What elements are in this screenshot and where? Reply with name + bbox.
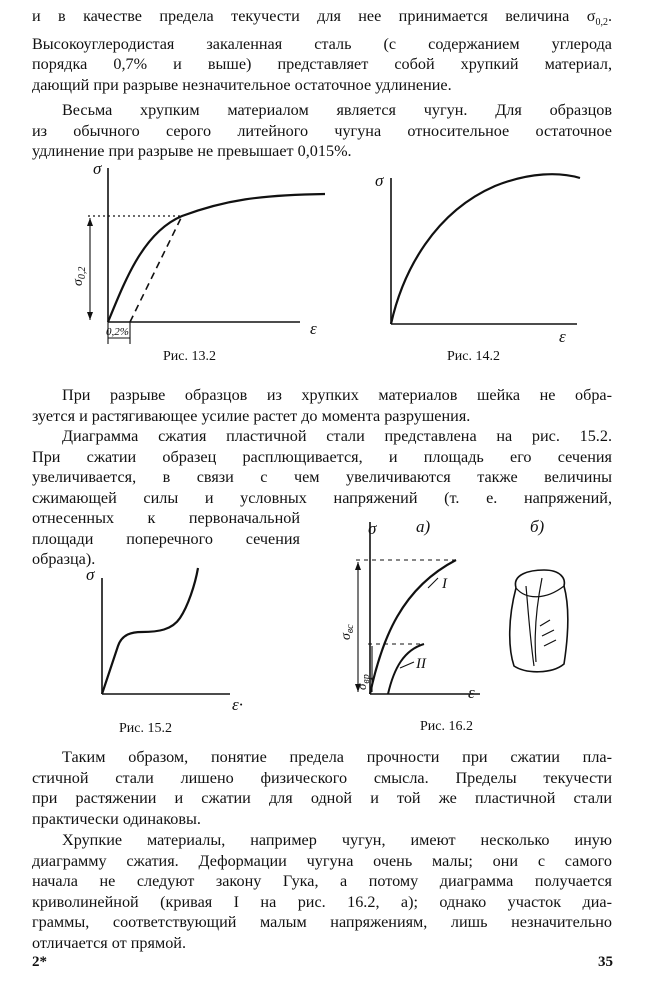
crushed-specimen-drawing — [510, 570, 568, 672]
paragraph-3 — [32, 385, 612, 426]
page-number: 35 — [598, 954, 613, 970]
text-line: увеличивается, в связи с чем увеличиваются также величины — [32, 468, 612, 486]
paragraph-1 — [32, 6, 612, 95]
text-line: удлинение при разрыве не превышает 0,015%. — [32, 142, 352, 160]
part-b-label: б) — [530, 517, 545, 536]
part-a-label: а) — [416, 517, 431, 536]
curve-I-leader — [428, 578, 438, 588]
text-line: диаграмму сжатия. Деформации чугуна очень малы; они с самого — [32, 851, 612, 870]
figure-caption: Рис. 16.2 — [420, 719, 473, 734]
curve-I-label: I — [442, 576, 447, 592]
text-line: практически одинаковы. — [32, 809, 201, 828]
text-line: из обычного серого литейного чугуна относительное остаточное — [32, 121, 612, 140]
x-axis-label: ε — [559, 327, 566, 346]
text-line: стичной стали лишено физического смысла. Пределы текучести — [32, 768, 612, 787]
paragraph-4 — [32, 426, 612, 508]
curve-II-leader — [400, 662, 414, 668]
text-line: порядка 0,7% и выше) представляет собой хрупкий материал, — [32, 55, 612, 74]
text-line: криволинейной (кривая I на рис. 16.2, а); однако участок диа- — [32, 892, 612, 911]
text-line: начала не следуют закону Гука, а потому диаграмма получается — [32, 872, 612, 890]
figure-13-2 — [60, 158, 340, 368]
y-axis-label: σ — [368, 519, 377, 538]
compression-curve — [102, 568, 198, 694]
text-line: граммы, соответствующий малым напряжениям, лишь незначительно — [32, 913, 612, 931]
figure-16-2 — [330, 508, 630, 740]
figure-caption: Рис. 14.2 — [447, 349, 500, 364]
text-line: площади поперечного сечения — [32, 529, 300, 548]
x-axis-label: ε — [310, 319, 317, 338]
curve-II-label: II — [416, 656, 426, 672]
text-line: отличается от прямой. — [32, 933, 187, 952]
text-line: Весьма хрупким материалом является чугун. Для образцов — [62, 101, 612, 119]
text-line: Высокоуглеродистая закаленная сталь (с содержанием углерода — [32, 34, 612, 53]
text-line: При разрыве образцов из хрупких материалов шейка не обра- — [62, 386, 612, 404]
offset-label: 0,2% — [106, 326, 129, 338]
arrowhead — [87, 312, 93, 320]
text-line: при растяжении и сжатии для одной и той же пластичной стали — [32, 789, 612, 807]
text-line: зуется и растягивающее усилие растет до момента разрушения. — [32, 406, 471, 425]
y-axis-label: σ — [93, 159, 102, 178]
y-axis-label: σ — [375, 171, 384, 190]
text-line: Диаграмма сжатия пластичной стали представлена на рис. 15.2. — [62, 427, 612, 445]
arrowhead — [355, 562, 361, 570]
signature-mark: 2* — [32, 954, 47, 970]
figure-15-2 — [80, 560, 290, 740]
sigma-0-2-label: $\sigma_{0,2}$ — [71, 266, 88, 286]
text-line: При сжатии образец расплющивается, и площадь его сечения — [32, 447, 612, 466]
text-line: образца). — [32, 550, 96, 568]
y-axis-label: σ — [86, 565, 95, 584]
arrowhead — [87, 218, 93, 226]
sigma-vc-label: $\sigma_{вс}$ — [339, 624, 356, 640]
stress-strain-curve — [391, 174, 580, 324]
text-line: и в качестве предела текучести для нее принимается величина $\sigma_{0,2}$. — [32, 7, 612, 29]
x-axis-label: ε — [468, 683, 475, 702]
sigma-vp-label: $\sigma_{вр}$ — [354, 674, 372, 690]
paragraph-5 — [32, 747, 612, 829]
text-line: Хрупкие материалы, например чугун, имеют несколько иную — [62, 831, 612, 849]
paragraph-6 — [32, 830, 612, 953]
figure-14-2 — [365, 158, 625, 368]
figure-caption: Рис. 15.2 — [119, 721, 172, 736]
figure-caption: Рис. 13.2 — [163, 349, 216, 364]
offset-line — [130, 216, 182, 322]
text-line: сжимающей силы и условных напряжений (т. е. напряжений, — [32, 488, 612, 507]
text-line: отнесенных к первоначальной — [32, 509, 300, 527]
paragraph-2 — [32, 100, 612, 162]
text-line: Таким образом, понятие предела прочности при сжатии пла- — [62, 748, 612, 766]
stress-strain-curve — [108, 194, 325, 322]
text-line: дающий при разрыве незначительное остаточное удлинение. — [32, 75, 452, 94]
x-axis-label: ε· — [232, 695, 243, 714]
